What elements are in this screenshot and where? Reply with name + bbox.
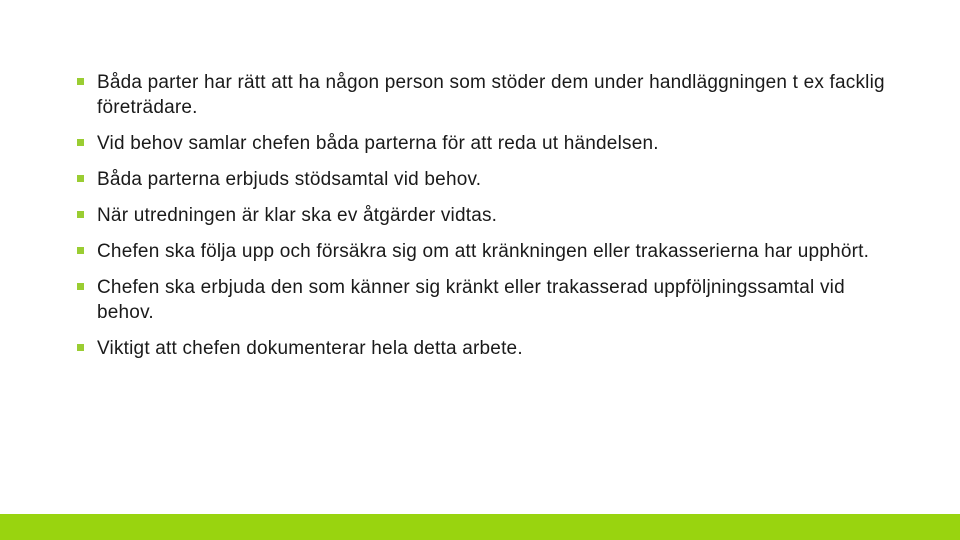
bullet-text: Viktigt att chefen dokumenterar hela detta arbete.: [97, 338, 523, 359]
square-bullet-icon: [77, 78, 84, 85]
bullet-text: Chefen ska erbjuda den som känner sig kränkt eller trakasserad uppföljningssamtal vid behov.: [97, 277, 845, 323]
bullet-list: [76, 70, 896, 361]
square-bullet-icon: [77, 211, 84, 218]
slide-content: [76, 70, 896, 372]
list-item: [76, 203, 896, 228]
list-item: [76, 167, 896, 192]
bullet-text: Båda parter har rätt att ha någon person som stöder dem under handläggningen t ex facklig företrädare.: [97, 72, 885, 118]
bullet-text: Chefen ska följa upp och försäkra sig om att kränkningen eller trakasserierna har upphört.: [97, 241, 870, 262]
list-item: [76, 70, 896, 120]
list-item: [76, 275, 896, 325]
bullet-text: Båda parterna erbjuds stödsamtal vid behov.: [97, 169, 482, 190]
square-bullet-icon: [77, 139, 84, 146]
bullet-text: När utredningen är klar ska ev åtgärder vidtas.: [97, 205, 498, 226]
footer-accent-bar: [0, 514, 960, 540]
square-bullet-icon: [77, 283, 84, 290]
square-bullet-icon: [77, 175, 84, 182]
list-item: [76, 131, 896, 156]
list-item: [76, 336, 896, 361]
square-bullet-icon: [77, 247, 84, 254]
list-item: [76, 239, 896, 264]
square-bullet-icon: [77, 344, 84, 351]
bullet-text: Vid behov samlar chefen båda parterna för att reda ut händelsen.: [97, 133, 659, 154]
